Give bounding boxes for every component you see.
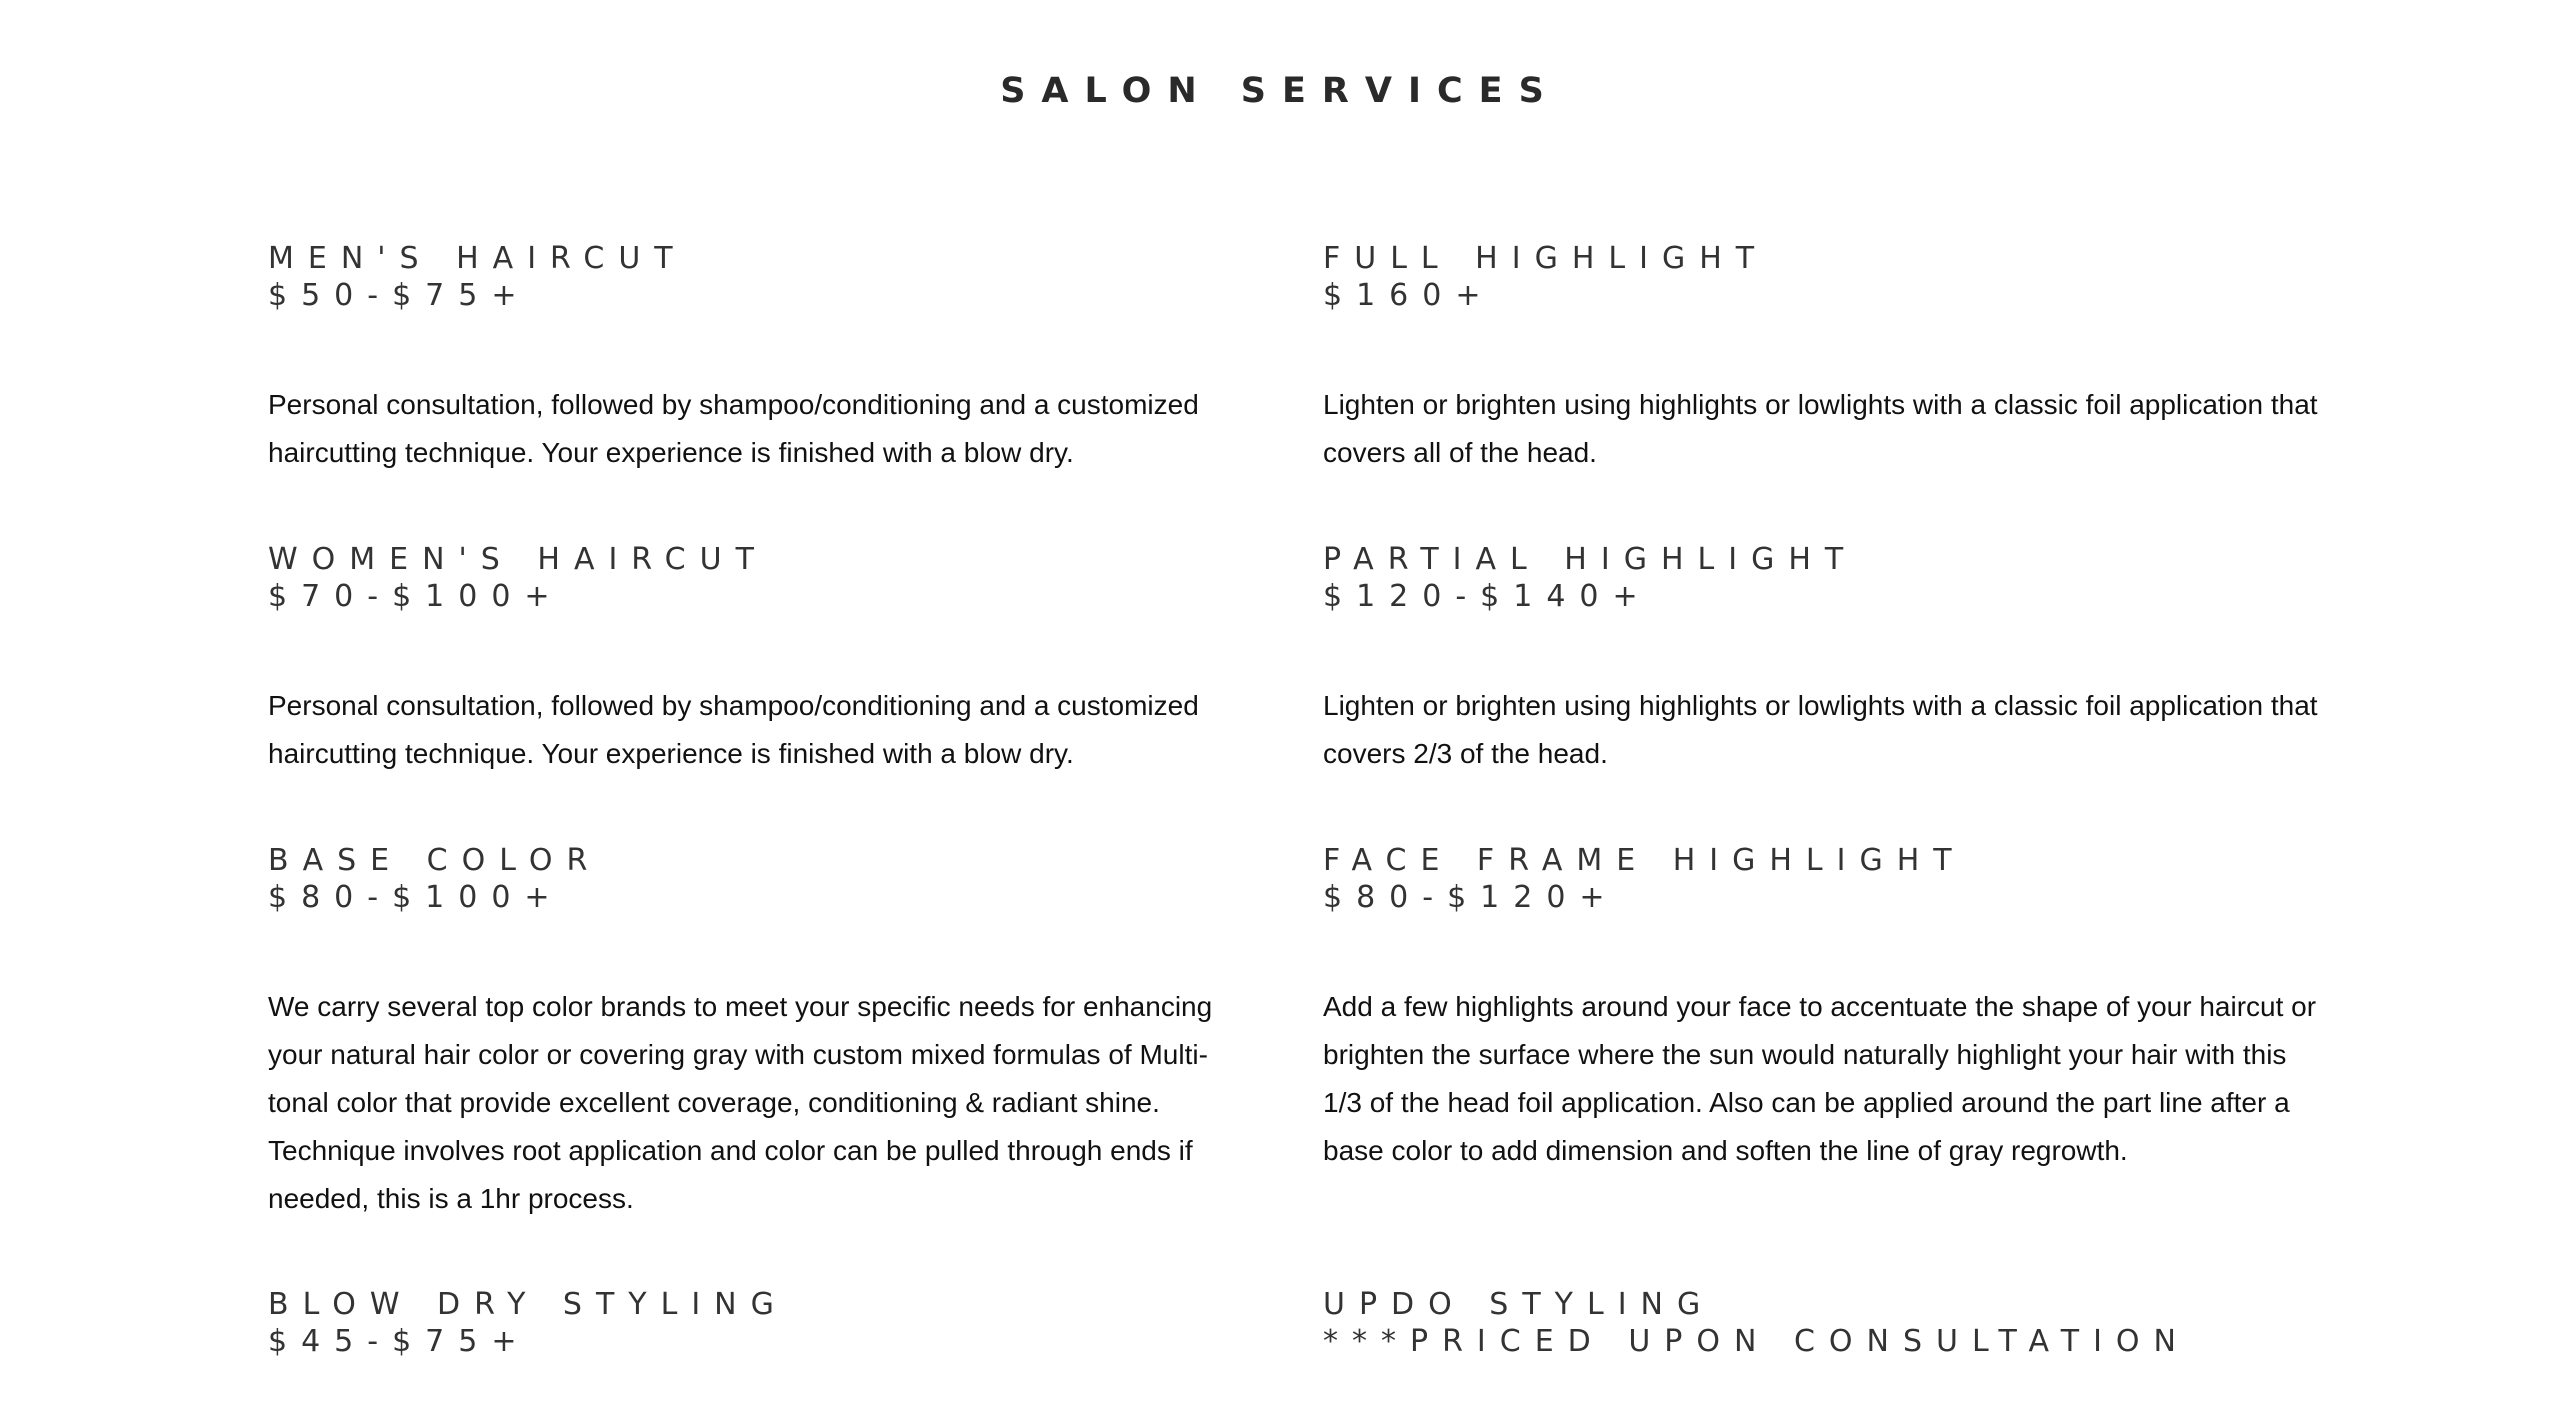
service-womens-haircut bbox=[268, 541, 1268, 778]
service-name: WOMEN'S HAIRCUT bbox=[268, 542, 768, 577]
service-blow-dry-styling bbox=[268, 1286, 1268, 1360]
service-price: $45-$75+ bbox=[268, 1324, 531, 1359]
service-price: $120-$140+ bbox=[1323, 579, 1652, 614]
service-name: FACE FRAME HIGHLIGHT bbox=[1323, 843, 1966, 878]
service-description: Lighten or brighten using highlights or lowlights with a classic foil application that covers all of the head. bbox=[1323, 389, 2318, 468]
service-price: $80-$120+ bbox=[1323, 880, 1619, 915]
service-description: Personal consultation, followed by shampoo/conditioning and a customized haircutting technique. Your experience is finished with a blow dry. bbox=[268, 389, 1199, 468]
service-name: PARTIAL HIGHLIGHT bbox=[1323, 542, 1858, 577]
service-partial-highlight bbox=[1323, 541, 2323, 778]
service-description: Personal consultation, followed by shampoo/conditioning and a customized haircutting technique. Your experience is finished with a blow dry. bbox=[268, 690, 1199, 769]
service-updo-styling bbox=[1323, 1286, 2323, 1360]
service-mens-haircut bbox=[268, 240, 1268, 477]
service-description: We carry several top color brands to meet your specific needs for enhancing your natural hair color or covering gray with custom mixed formulas of Multi-tonal color that provide excellent coverage, conditioning & radiant shine. Technique involves root application and color can be pulled through ends if needed, this is a 1hr process. bbox=[268, 991, 1213, 1214]
service-full-highlight bbox=[1323, 240, 2323, 477]
service-name: BASE COLOR bbox=[268, 843, 602, 878]
service-face-frame-highlight bbox=[1323, 842, 2323, 1175]
service-price: $50-$75+ bbox=[268, 278, 531, 313]
service-price: $80-$100+ bbox=[268, 880, 564, 915]
service-description: Lighten or brighten using highlights or lowlights with a classic foil application that covers 2/3 of the head. bbox=[1323, 690, 2318, 769]
service-base-color bbox=[268, 842, 1268, 1223]
service-price: $70-$100+ bbox=[268, 579, 564, 614]
service-description: Add a few highlights around your face to accentuate the shape of your haircut or brighten the surface where the sun would naturally highlight your hair with this 1/3 of the head foil application. Also can be applied around the part line after a base color to add dimension and soften the line of gray regrowth. bbox=[1323, 991, 2317, 1166]
service-name: UPDO STYLING bbox=[1323, 1287, 1715, 1322]
service-price: ***PRICED UPON CONSULTATION bbox=[1323, 1324, 2190, 1359]
service-price: $160+ bbox=[1323, 278, 1495, 313]
service-name: FULL HIGHLIGHT bbox=[1323, 241, 1769, 276]
page-title: SALON SERVICES bbox=[1000, 71, 1560, 111]
service-name: MEN'S HAIRCUT bbox=[268, 241, 687, 276]
service-name: BLOW DRY STYLING bbox=[268, 1287, 788, 1322]
